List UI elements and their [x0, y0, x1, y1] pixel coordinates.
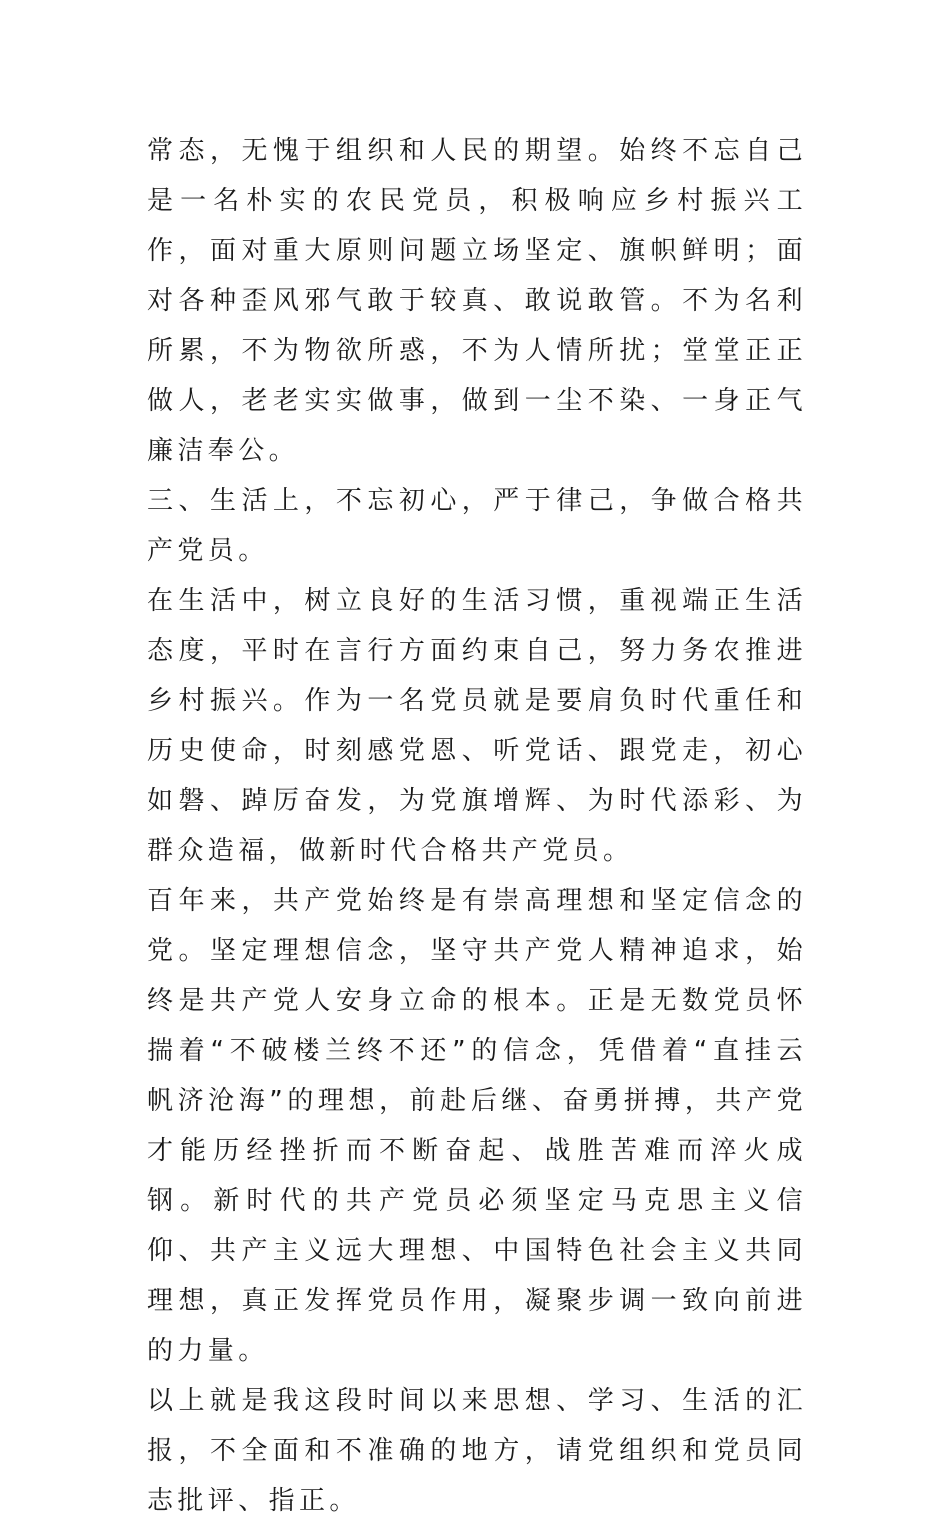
paragraph-integrity: 常态，无愧于组织和人民的期望。始终不忘自己是一名朴实的农民党员，积极响应乡村振兴工作，面对重大原则问题立场坚定、旗帜鲜明；面对各种歪风邪气敢于较真、敢说敢管。不为名利所累，不为物欲所惑，不为人情所扰；堂堂正正做人，老老实实做事，做到一尘不染、一身正气廉洁奉公。	[147, 136, 807, 466]
document-body	[147, 126, 807, 1526]
paragraph-ideals-beliefs: 百年来，共产党始终是有崇高理想和坚定信念的党。坚定理想信念，坚守共产党人精神追求，始终是共产党人安身立命的根本。正是无数党员怀揣着“不破楼兰终不还”的信念，凭借着“直挂云帆济沧海”的理想，前赴后继、奋勇拼搏，共产党才能历经挫折而不断奋起、战胜苦难而淬火成钢。新时代的共产党员必须坚定马克思主义信仰、共产主义远大理想、中国特色社会主义共同理想，真正发挥党员作用，凝聚步调一致向前进的力量。	[147, 886, 807, 1366]
paragraph-life-habits: 在生活中，树立良好的生活习惯，重视端正生活态度，平时在言行方面约束自己，努力务农推进乡村振兴。作为一名党员就是要肩负时代重任和历史使命，时刻感党恩、听党话、跟党走，初心如磐、踔厉奋发，为党旗增辉、为时代添彩、为群众造福，做新时代合格共产党员。	[147, 586, 807, 866]
paragraph-closing: 以上就是我这段时间以来思想、学习、生活的汇报，不全面和不准确的地方，请党组织和党员同志批评、指正。	[147, 1386, 807, 1516]
section-heading-life: 三、生活上，不忘初心，严于律己，争做合格共产党员。	[147, 486, 807, 566]
